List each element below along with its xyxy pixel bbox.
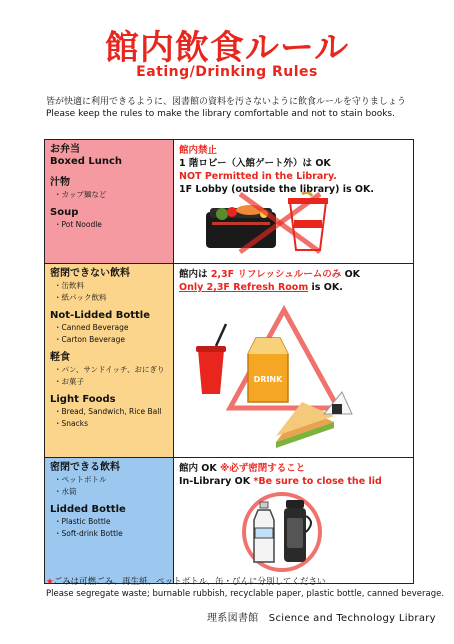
carton-label: DRINK xyxy=(253,375,283,384)
rules-table xyxy=(44,139,414,584)
category-item: ・Pot Noodle xyxy=(54,220,102,229)
category-item: ・カップ麺など xyxy=(54,190,107,199)
category-heading: Light Foods xyxy=(50,394,116,405)
plastic-bottle-icon xyxy=(254,502,274,562)
category-item: ・紙パック飲料 xyxy=(54,293,107,302)
page-title: 館内飲食ルール xyxy=(104,28,350,68)
rule-cell xyxy=(174,458,414,584)
category-heading: 軽食 xyxy=(50,352,70,363)
category-heading: 密閉できる飲料 xyxy=(50,462,120,473)
rule-cell xyxy=(174,140,414,264)
category-item: ・Snacks xyxy=(54,419,88,428)
category-heading: Soup xyxy=(50,207,79,218)
category-item: ・ペットボトル xyxy=(54,475,107,484)
category-heading: Not-Lidded Bottle xyxy=(50,310,150,321)
footnote-jp: ★ごみは可燃ごみ、再生紙、ペットボトル、缶・びんに分別してください xyxy=(46,577,326,587)
rule-cell xyxy=(174,264,414,458)
rule-text: 館内禁止 xyxy=(179,145,218,156)
rule-text: Only 2,3F Refresh Room is OK. xyxy=(179,282,343,293)
category-heading: Lidded Bottle xyxy=(50,504,126,515)
rule-row-light-foods xyxy=(45,264,414,458)
intro-jp: 皆が快適に利用できるように、図書館の資料を汚さないように飲食ルールを守りましょう xyxy=(46,97,406,107)
category-cell xyxy=(45,458,174,584)
rule-text: 1F Lobby (outside the library) is OK. xyxy=(179,184,374,195)
rule-row-lidded-bottle xyxy=(45,458,414,584)
category-heading: 密閉できない飲料 xyxy=(50,268,130,279)
thermos-icon xyxy=(284,500,311,562)
light-foods-illustration xyxy=(184,304,354,448)
category-heading: お弁当 xyxy=(50,144,80,155)
rule-text: NOT Permitted in the Library. xyxy=(179,171,337,182)
category-item: ・Plastic Bottle xyxy=(54,517,111,526)
rule-row-boxed-lunch xyxy=(45,140,414,264)
rule-text: 1 階ロビー（入館ゲート外）は OK xyxy=(179,158,331,169)
lidded-bottle-illustration xyxy=(234,488,334,572)
category-cell xyxy=(45,140,174,264)
category-heading: 汁物 xyxy=(50,177,70,188)
category-item: ・Bread, Sandwich, Rice Ball xyxy=(54,407,162,416)
category-heading: Boxed Lunch xyxy=(50,156,123,167)
footer-library-name: 理系図書館 Science and Technology Library xyxy=(207,613,436,624)
rule-text: 館内 OK ※必ず密閉すること xyxy=(179,463,306,474)
category-item: ・Canned Beverage xyxy=(54,323,129,332)
category-item: ・Soft-drink Bottle xyxy=(54,529,123,538)
page-subtitle: Eating/Drinking Rules xyxy=(136,64,318,80)
category-item: ・Carton Beverage xyxy=(54,335,125,344)
soda-cup-icon xyxy=(196,324,226,394)
category-item: ・パン、サンドイッチ、おにぎり xyxy=(54,365,165,374)
footnote-en: Please segregate waste; burnable rubbish, recyclable paper, plastic bottle, canned beverage. xyxy=(46,589,445,599)
rule-text: In-Library OK *Be sure to close the lid xyxy=(179,476,382,487)
boxed-lunch-illustration xyxy=(202,192,352,254)
rule-text: 館内は 2,3F リフレッシュルームのみ OK xyxy=(179,269,361,280)
category-cell xyxy=(45,264,174,458)
intro-en: Please keep the rules to make the library comfortable and not to stain books. xyxy=(46,109,395,119)
intro xyxy=(46,96,446,120)
drink-carton-icon xyxy=(248,338,288,402)
category-item: ・缶飲料 xyxy=(54,281,84,290)
category-item: ・水筒 xyxy=(54,487,77,496)
star-icon: ★ xyxy=(46,577,54,587)
category-item: ・お菓子 xyxy=(54,377,84,386)
